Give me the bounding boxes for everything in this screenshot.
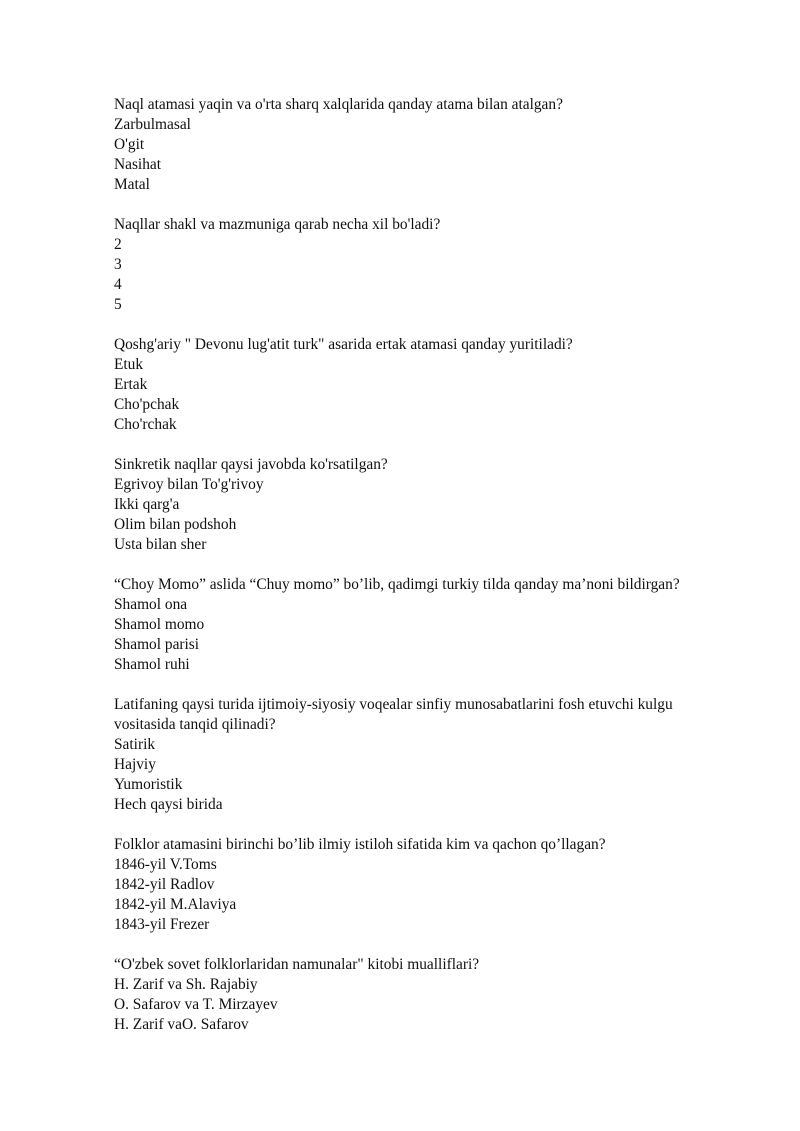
question-text: Qoshg'ariy " Devonu lug'atit turk" asarida ertak atamasi qanday yuritiladi?: [114, 336, 573, 353]
answer-option: Olim bilan podshoh: [114, 516, 237, 533]
answer-option: 1846-yil V.Toms: [114, 856, 217, 873]
answer-option: Satirik: [114, 736, 156, 753]
question-1: [114, 95, 714, 195]
answer-option: 1842-yil M.Alaviya: [114, 896, 237, 913]
question-8: [114, 955, 714, 1035]
answer-option: Ikki qarg'a: [114, 496, 180, 513]
answer-option: Ertak: [114, 376, 148, 393]
question-2: [114, 215, 714, 315]
answer-option: 1843-yil Frezer: [114, 916, 210, 933]
question-text: “O'zbek sovet folklorlaridan namunalar" kitobi mualliflari?: [114, 956, 480, 973]
answer-option: Shamol ona: [114, 596, 188, 613]
answer-option: Shamol momo: [114, 616, 205, 633]
question-5: [114, 575, 714, 675]
answer-option: 4: [114, 276, 122, 293]
answer-option: Shamol parisi: [114, 636, 200, 653]
answer-option: Zarbulmasal: [114, 116, 191, 133]
answer-option: H. Zarif vaO. Safarov: [114, 1016, 249, 1033]
answer-option: Usta bilan sher: [114, 536, 207, 553]
answer-option: Hech qaysi birida: [114, 796, 223, 813]
answer-option: Shamol ruhi: [114, 656, 190, 673]
question-6: [114, 695, 714, 815]
answer-option: 3: [114, 256, 122, 273]
answer-option: O'git: [114, 136, 145, 153]
answer-option: Yumoristik: [114, 776, 183, 793]
answer-option: Etuk: [114, 356, 144, 373]
answer-option: Cho'pchak: [114, 396, 180, 413]
question-4: [114, 455, 714, 555]
question-text: Sinkretik naqllar qaysi javobda ko'rsatilgan?: [114, 456, 388, 473]
answer-option: Egrivoy bilan To'g'rivoy: [114, 476, 264, 493]
answer-option: Nasihat: [114, 156, 162, 173]
answer-option: 1842-yil Radlov: [114, 876, 215, 893]
answer-option: Cho'rchak: [114, 416, 177, 433]
answer-option: 2: [114, 236, 122, 253]
answer-option: O. Safarov va T. Mirzayev: [114, 996, 278, 1013]
document-page: [114, 95, 714, 1055]
question-text: Latifaning qaysi turida ijtimoiy-siyosiy voqealar sinfiy munosabatlarini fosh etuvchi kulgu vositasida tanqid qilinadi?: [114, 696, 673, 733]
answer-option: 5: [114, 296, 122, 313]
answer-option: H. Zarif va Sh. Rajabiy: [114, 976, 258, 993]
answer-option: Hajviy: [114, 756, 156, 773]
question-text: “Choy Momo” aslida “Chuy momo” bo’lib, qadimgi turkiy tilda qanday ma’noni bildirgan?: [114, 576, 680, 593]
question-3: [114, 335, 714, 435]
question-text: Naql atamasi yaqin va o'rta sharq xalqlarida qanday atama bilan atalgan?: [114, 96, 563, 113]
question-text: Folklor atamasini birinchi bo’lib ilmiy istiloh sifatida kim va qachon qo’llagan?: [114, 836, 606, 853]
question-text: Naqllar shakl va mazmuniga qarab necha xil bo'ladi?: [114, 216, 441, 233]
question-7: [114, 835, 714, 935]
answer-option: Matal: [114, 176, 150, 193]
